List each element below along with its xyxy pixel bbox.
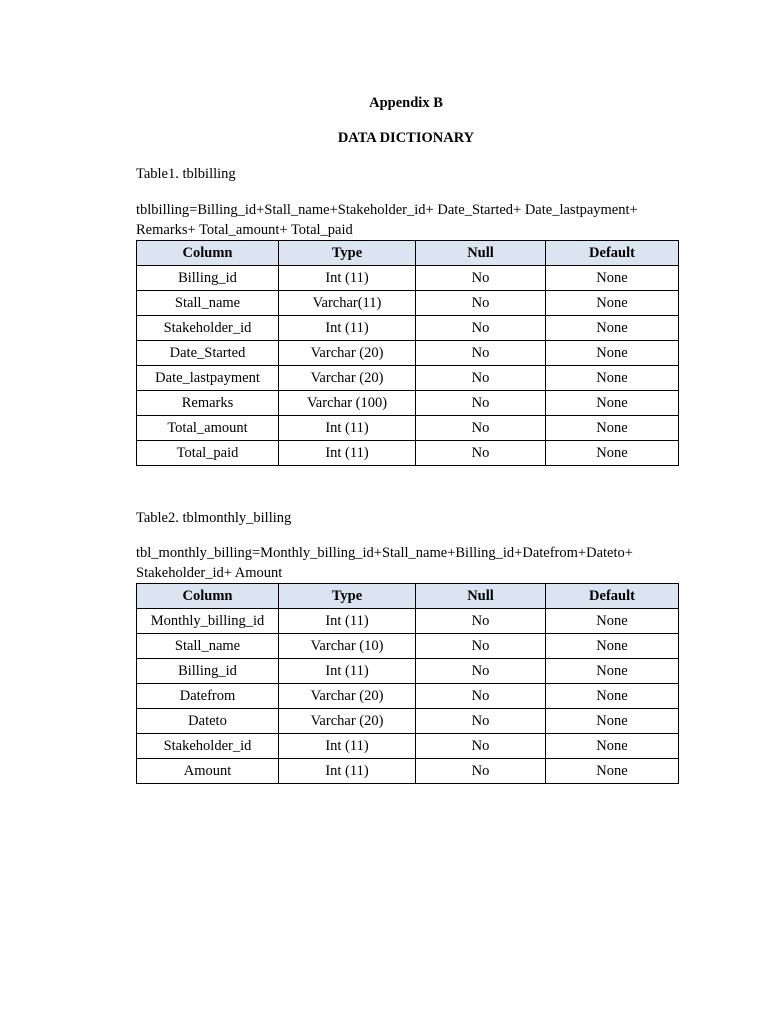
cell-null: No (416, 366, 546, 391)
cell-type: Int (11) (279, 266, 416, 291)
table1-definition-line1: tblbilling=Billing_id+Stall_name+Stakeholder_id+ Date_Started+ Date_lastpayment+ (136, 202, 638, 218)
cell-null: No (416, 734, 546, 759)
table-row (137, 416, 679, 441)
cell-type: Int (11) (279, 734, 416, 759)
column-header-column: Column (137, 584, 279, 609)
cell-null: No (416, 634, 546, 659)
cell-default: None (546, 609, 679, 634)
cell-null: No (416, 341, 546, 366)
table1-definition-line2: Remarks+ Total_amount+ Total_paid (136, 222, 353, 238)
cell-type: Varchar (20) (279, 366, 416, 391)
cell-null: No (416, 316, 546, 341)
cell-column: Stakeholder_id (137, 734, 279, 759)
table-row (137, 759, 679, 784)
cell-default: None (546, 709, 679, 734)
cell-type: Int (11) (279, 416, 416, 441)
column-header-type: Type (279, 584, 416, 609)
table-row (137, 684, 679, 709)
cell-type: Varchar (100) (279, 391, 416, 416)
table-row (137, 341, 679, 366)
table-row (137, 391, 679, 416)
cell-column: Stall_name (137, 291, 279, 316)
cell-null: No (416, 441, 546, 466)
cell-default: None (546, 416, 679, 441)
cell-type: Int (11) (279, 759, 416, 784)
table-row (137, 266, 679, 291)
table1-data-dictionary (136, 240, 679, 466)
cell-null: No (416, 416, 546, 441)
cell-type: Int (11) (279, 659, 416, 684)
cell-type: Varchar (20) (279, 709, 416, 734)
cell-column: Billing_id (137, 266, 279, 291)
cell-default: None (546, 634, 679, 659)
cell-type: Varchar (20) (279, 684, 416, 709)
table2-definition (136, 543, 696, 583)
dictionary-title: DATA DICTIONARY (337, 130, 475, 146)
table-row (137, 609, 679, 634)
cell-null: No (416, 659, 546, 684)
column-header-default: Default (546, 584, 679, 609)
cell-default: None (546, 734, 679, 759)
cell-column: Billing_id (137, 659, 279, 684)
cell-default: None (546, 659, 679, 684)
cell-column: Monthly_billing_id (137, 609, 279, 634)
cell-type: Int (11) (279, 441, 416, 466)
column-header-default: Default (546, 241, 679, 266)
cell-column: Remarks (137, 391, 279, 416)
table1-definition (136, 200, 696, 240)
cell-column: Datefrom (137, 684, 279, 709)
column-header-column: Column (137, 241, 279, 266)
column-header-type: Type (279, 241, 416, 266)
table-row (137, 366, 679, 391)
cell-null: No (416, 684, 546, 709)
cell-null: No (416, 266, 546, 291)
appendix-title: Appendix B (369, 95, 443, 111)
cell-column: Stall_name (137, 634, 279, 659)
cell-default: None (546, 266, 679, 291)
cell-column: Dateto (137, 709, 279, 734)
table-row (137, 659, 679, 684)
cell-null: No (416, 391, 546, 416)
cell-column: Total_paid (137, 441, 279, 466)
table-row (137, 734, 679, 759)
cell-type: Varchar (10) (279, 634, 416, 659)
table-row (137, 634, 679, 659)
cell-null: No (416, 291, 546, 316)
table2-caption: Table2. tblmonthly_billing (136, 510, 292, 526)
table2-definition-line2: Stakeholder_id+ Amount (136, 565, 283, 581)
table1-caption: Table1. tblbilling (136, 166, 236, 182)
cell-default: None (546, 759, 679, 784)
table-header-row (137, 584, 679, 609)
cell-default: None (546, 391, 679, 416)
cell-default: None (546, 366, 679, 391)
table-row (137, 316, 679, 341)
table-header-row (137, 241, 679, 266)
cell-default: None (546, 316, 679, 341)
cell-column: Amount (137, 759, 279, 784)
cell-column: Stakeholder_id (137, 316, 279, 341)
cell-default: None (546, 341, 679, 366)
cell-null: No (416, 709, 546, 734)
cell-default: None (546, 441, 679, 466)
cell-type: Int (11) (279, 316, 416, 341)
table2-definition-line1: tbl_monthly_billing=Monthly_billing_id+Stall_name+Billing_id+Datefrom+Dateto+ (136, 545, 633, 561)
table-row (137, 709, 679, 734)
cell-type: Varchar(11) (279, 291, 416, 316)
table2-data-dictionary (136, 583, 679, 784)
cell-column: Total_amount (137, 416, 279, 441)
cell-type: Varchar (20) (279, 341, 416, 366)
cell-type: Int (11) (279, 609, 416, 634)
table-row (137, 441, 679, 466)
cell-null: No (416, 759, 546, 784)
column-header-null: Null (416, 584, 546, 609)
cell-column: Date_lastpayment (137, 366, 279, 391)
cell-null: No (416, 609, 546, 634)
cell-column: Date_Started (137, 341, 279, 366)
cell-default: None (546, 291, 679, 316)
cell-default: None (546, 684, 679, 709)
table-row (137, 291, 679, 316)
column-header-null: Null (416, 241, 546, 266)
